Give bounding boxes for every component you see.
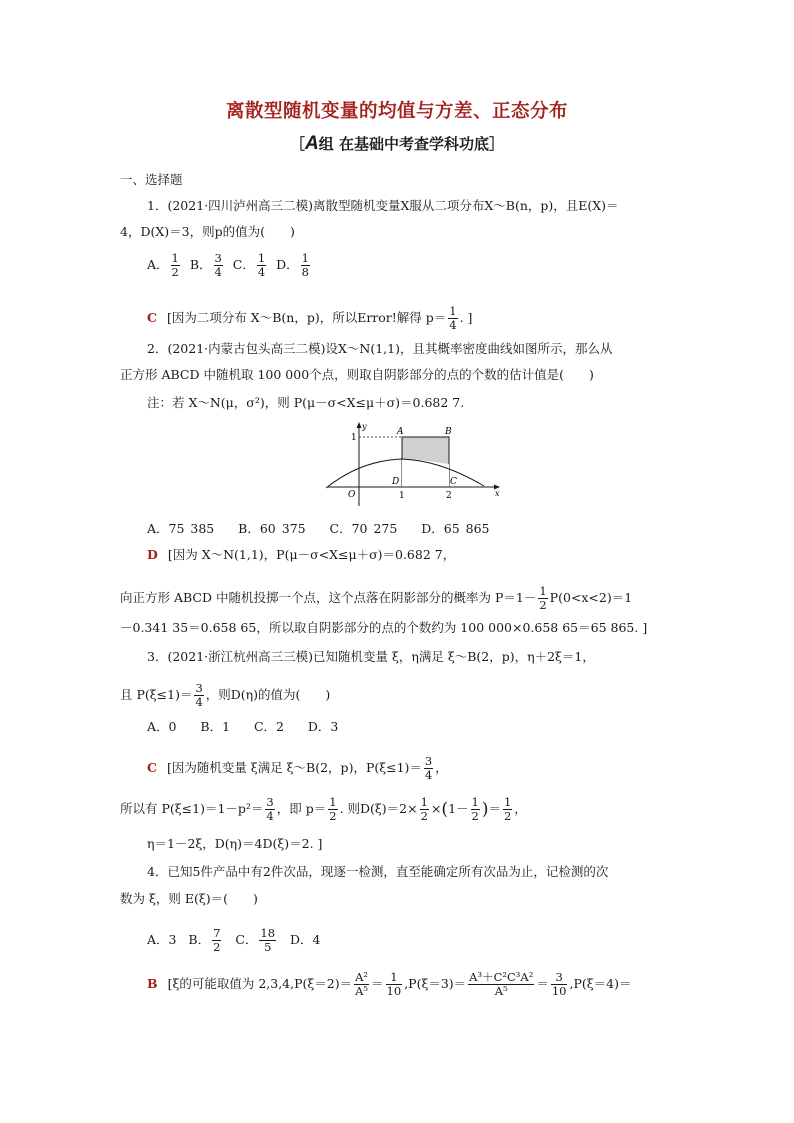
q3-sol2-frac2 bbox=[328, 796, 337, 823]
x-tick-1: 1 bbox=[399, 491, 405, 501]
q4-solution bbox=[147, 971, 631, 998]
q4-eq2: ＝ bbox=[536, 976, 549, 991]
q1-opt-d-label: D． bbox=[276, 257, 299, 272]
q3-sol2e: 1－ bbox=[448, 801, 469, 816]
q3-sol2-frac3 bbox=[420, 796, 429, 823]
q3-sol2d: × bbox=[430, 801, 442, 816]
q2-opt-c: C．70 275 bbox=[329, 521, 398, 536]
y-axis-label: y bbox=[362, 422, 367, 431]
q3-opt-d: D．3 bbox=[307, 719, 339, 734]
q4-opt-a: A．3 bbox=[147, 932, 177, 947]
q1-line1: 1．(2021·四川泸州高三二模)离散型随机变量X服从二项分布X～B(n，p)，且E(X)＝ bbox=[147, 198, 619, 213]
q3-line1: 3．(2021·浙江杭州高三三模)已知随机变量 ξ，η满足 ξ～B(2，p)，η＋2ξ＝1， bbox=[147, 649, 595, 664]
x-axis-label: x bbox=[495, 489, 500, 498]
q4-f2-den: 10 bbox=[386, 984, 402, 998]
q2-sol2-frac bbox=[538, 585, 547, 612]
q3-sol2c: . 则D(ξ)＝2× bbox=[339, 801, 418, 816]
point-b-label: B bbox=[445, 427, 452, 437]
page-title: 离散型随机变量的均值与方差、正态分布 bbox=[225, 101, 568, 122]
q2-sol2-num: 1 bbox=[539, 584, 547, 598]
q2-options bbox=[147, 521, 490, 537]
q4-opt-d: D．4 bbox=[289, 932, 321, 947]
q3-sol1b: ， bbox=[435, 760, 448, 775]
q2-sol2a: 向正方形 ABCD 中随机投掷一个点，这个点落在阴影部分的概率为 P＝1－ bbox=[120, 590, 537, 605]
q3-sol2-frac4 bbox=[471, 796, 480, 823]
q1-solution bbox=[147, 305, 472, 332]
q3-sol2-f4-den: 2 bbox=[471, 809, 479, 823]
q4-frac3 bbox=[468, 971, 534, 998]
q4-frac4 bbox=[551, 971, 568, 998]
q3-sol2-frac1 bbox=[265, 796, 274, 823]
q4-opt-c-den: 5 bbox=[259, 940, 276, 954]
q3-sol2-f2-den: 2 bbox=[329, 809, 337, 823]
q3-sol2-f1-den: 4 bbox=[266, 809, 274, 823]
q4-frac1 bbox=[354, 971, 369, 998]
q1-opt-a-label: A． bbox=[147, 257, 169, 272]
q3-answer: C bbox=[147, 760, 157, 775]
q1-opt-c-label: C． bbox=[232, 257, 255, 272]
q3-sol2b: ，即 p＝ bbox=[276, 801, 327, 816]
q3-sol2-f1-num: 3 bbox=[266, 795, 274, 809]
q3-sol-line1 bbox=[147, 755, 448, 782]
q1-opt-b-den: 4 bbox=[214, 265, 222, 279]
q4-opt-b-den: 2 bbox=[213, 940, 221, 954]
unshaded-region bbox=[402, 459, 449, 487]
q4-f4-num: 3 bbox=[555, 970, 563, 984]
q4-opt-c-frac bbox=[259, 927, 276, 954]
q3-sol-line3: η＝1－2ξ，D(η)＝4D(ξ)＝2. ] bbox=[147, 836, 323, 851]
q2-sol1: [因为 X～N(1,1)，P(μ－σ<X≤μ＋σ)＝0.682 7， bbox=[167, 547, 456, 562]
q3-line2-num: 3 bbox=[195, 681, 203, 695]
q3-sol2a: 所以有 P(ξ≤1)＝1－p²＝ bbox=[120, 801, 264, 816]
q2-opt-d: D．65 865 bbox=[421, 521, 490, 536]
q1-sol-num: 1 bbox=[449, 304, 457, 318]
q4-frac2 bbox=[386, 971, 403, 998]
q2-opt-a: A．75 385 bbox=[147, 521, 215, 536]
q3-sol-line2 bbox=[120, 796, 527, 823]
q3-options bbox=[147, 719, 338, 735]
point-d-label: D bbox=[392, 477, 400, 487]
q3-sol2-f5-num: 1 bbox=[504, 795, 512, 809]
q1-opt-c-den: 4 bbox=[257, 265, 266, 279]
q4-opt-c-num: 18 bbox=[260, 926, 276, 940]
q3-sol2f: ＝ bbox=[488, 801, 501, 816]
q2-opt-b: B．60 375 bbox=[238, 521, 306, 536]
q4-opt-b-frac bbox=[212, 927, 221, 954]
q1-line2: 4，D(X)＝3，则p的值为( ) bbox=[120, 224, 295, 239]
q1-opt-c-frac bbox=[257, 252, 266, 279]
q2-sol2-den: 2 bbox=[539, 598, 547, 612]
q4-line2: 数为 ξ，则 E(ξ)＝( ) bbox=[120, 891, 258, 906]
q1-opt-b-frac bbox=[214, 252, 223, 279]
q3-sol2-f3-num: 1 bbox=[420, 795, 428, 809]
q1-opt-d-num: 1 bbox=[301, 251, 309, 265]
q3-line2b: ，则D(η)的值为( ) bbox=[205, 687, 331, 702]
q4-f4-den: 10 bbox=[551, 984, 567, 998]
q4-eq1: ＝ bbox=[371, 976, 384, 991]
q1-options bbox=[147, 252, 312, 279]
paren-close: ) bbox=[481, 799, 489, 820]
q3-opt-b: B．1 bbox=[200, 719, 231, 734]
normal-curve-figure bbox=[324, 420, 504, 510]
q4-f3-den: A⁵ bbox=[468, 984, 534, 998]
q3-sol2-f4-num: 1 bbox=[471, 795, 479, 809]
q2-line1: 2．(2021·内蒙古包头高三二模)设X～N(1,1)，且其概率密度曲线如图所示，那么从 bbox=[147, 341, 613, 356]
q3-sol2-f3-den: 2 bbox=[420, 809, 428, 823]
q3-opt-c: C．2 bbox=[253, 719, 284, 734]
q4-f2-num: 1 bbox=[390, 970, 398, 984]
q1-opt-a-frac bbox=[171, 252, 180, 279]
q1-answer: C bbox=[147, 310, 157, 325]
point-c-label: C bbox=[450, 477, 457, 487]
q2-answer: D bbox=[147, 547, 158, 562]
q2-sol-line1 bbox=[147, 547, 455, 563]
q4-sol-c: ,P(ξ＝4)＝ bbox=[569, 976, 632, 991]
q1-opt-a-den: 2 bbox=[171, 265, 179, 279]
bracket-left: ［ bbox=[290, 135, 306, 153]
q1-sol-frac bbox=[448, 305, 457, 332]
q1-sol-den: 4 bbox=[449, 318, 457, 332]
y-tick-1: 1 bbox=[351, 433, 357, 443]
q3-sol2g: ， bbox=[514, 801, 527, 816]
q4-sol-a: [ξ的可能取值为 2,3,4,P(ξ＝2)＝ bbox=[167, 976, 353, 991]
q1-opt-b-label: B． bbox=[189, 257, 212, 272]
q4-answer: B bbox=[147, 976, 158, 991]
q4-sol-b: ,P(ξ＝3)＝ bbox=[404, 976, 467, 991]
q4-opt-c-label: C． bbox=[235, 932, 258, 947]
q2-sol-line2 bbox=[120, 585, 632, 612]
origin-label: O bbox=[348, 490, 356, 500]
q1-opt-c-num: 1 bbox=[257, 251, 266, 265]
q3-sol2-f2-num: 1 bbox=[329, 795, 337, 809]
q3-opt-a: A．0 bbox=[147, 719, 177, 734]
q1-opt-b-num: 3 bbox=[214, 251, 222, 265]
q3-line2 bbox=[120, 682, 330, 709]
q3-sol1-frac bbox=[424, 755, 433, 782]
q2-note: 注：若 X～N(μ，σ²)，则 P(μ－σ<X≤μ＋σ)＝0.682 7. bbox=[147, 395, 465, 410]
q2-sol-line3: －0.341 35＝0.658 65，所以取自阴影部分的点的个数约为 100 000×0.658 65＝65 865. ] bbox=[120, 620, 648, 635]
group-heading bbox=[0, 133, 794, 155]
q2-sol2b: P(0<x<2)＝1 bbox=[549, 590, 633, 605]
paren-open: ( bbox=[441, 799, 449, 820]
q4-options bbox=[147, 927, 320, 954]
section-heading: 一、选择题 bbox=[120, 172, 183, 187]
q4-opt-b-num: 7 bbox=[213, 926, 221, 940]
q3-sol1-num: 3 bbox=[424, 754, 433, 768]
q1-opt-a-num: 1 bbox=[171, 251, 179, 265]
q3-sol1a: [因为随机变量 ξ满足 ξ～B(2，p)，P(ξ≤1)＝ bbox=[166, 760, 422, 775]
q3-sol2-frac5 bbox=[503, 796, 512, 823]
q1-sol-b: . ] bbox=[459, 310, 473, 325]
point-a-label: A bbox=[397, 427, 404, 437]
q4-f1-num: A² bbox=[355, 970, 369, 984]
q3-sol2-f5-den: 2 bbox=[504, 809, 512, 823]
q1-opt-d-frac bbox=[301, 252, 310, 279]
q2-line2: 正方形 ABCD 中随机取 100 000个点，则取自阴影部分的点的个数的估计值是( ) bbox=[120, 367, 594, 382]
q1-opt-d-den: 8 bbox=[301, 265, 309, 279]
q4-f3-num: A³＋C²C³A² bbox=[469, 970, 534, 984]
group-text: 组 在基础中考查学科功底 bbox=[318, 135, 489, 153]
q3-line2a: 且 P(ξ≤1)＝ bbox=[120, 687, 193, 702]
q1-sol-a: [因为二项分布 X～B(n，p)，所以Error!解得 p＝ bbox=[166, 310, 447, 325]
q4-opt-b-label: B． bbox=[188, 932, 211, 947]
q4-line1: 4．已知5件产品中有2件次品，现逐一检测，直至能确定所有次品为止，记检测的次 bbox=[147, 864, 609, 879]
bracket-right: ］ bbox=[488, 135, 504, 153]
group-letter: A bbox=[305, 133, 319, 154]
x-tick-2: 2 bbox=[446, 491, 452, 501]
q3-sol1-den: 4 bbox=[424, 768, 433, 782]
y-axis-arrow bbox=[357, 422, 362, 428]
q3-line2-den: 4 bbox=[195, 695, 203, 709]
q4-f1-den: A⁵ bbox=[355, 984, 369, 998]
q3-line2-frac bbox=[194, 682, 203, 709]
